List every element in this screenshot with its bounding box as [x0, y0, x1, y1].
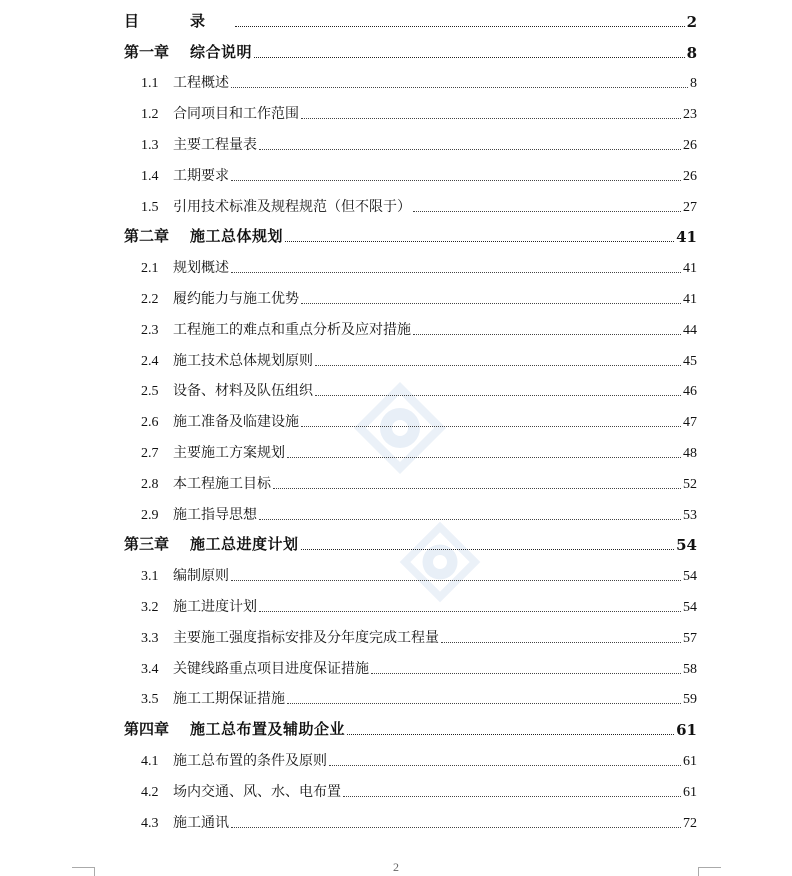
toc-entry-page: 44: [683, 322, 697, 338]
toc-entry-number: 2.4: [141, 353, 159, 369]
toc-entry-page: 61: [683, 753, 697, 769]
toc-entry-number: 目: [124, 11, 140, 30]
toc-entry-page: 52: [683, 476, 697, 492]
table-of-contents: [124, 4, 697, 836]
toc-chapter-entry[interactable]: [124, 4, 697, 35]
toc-entry-number: 2.6: [141, 415, 159, 431]
dot-leader: [259, 519, 681, 520]
toc-entry-page: 46: [683, 384, 697, 400]
toc-entry-title: 施工指导思想: [173, 506, 257, 523]
toc-entry-number: 1.5: [141, 199, 159, 215]
toc-entry-title: 场内交通、风、水、电布置: [173, 783, 341, 800]
toc-entry-title: 录: [190, 11, 234, 30]
toc-entry-number: 2.3: [141, 322, 159, 338]
toc-entry-page: 61: [676, 721, 697, 740]
dot-leader: [231, 180, 681, 181]
toc-entry-number: 第三章: [124, 535, 170, 554]
toc-entry-page: 2: [686, 12, 697, 31]
dot-leader: [301, 303, 681, 304]
toc-section-entry[interactable]: [124, 620, 697, 651]
toc-section-entry[interactable]: [124, 682, 697, 713]
toc-entry-number: 2.1: [141, 261, 159, 277]
toc-entry-title: 施工总布置及辅助企业: [190, 720, 346, 739]
dot-leader: [254, 57, 685, 58]
toc-entry-title: 施工总进度计划: [190, 535, 299, 554]
toc-entry-title: 施工准备及临建设施: [173, 414, 299, 431]
toc-section-entry[interactable]: [124, 558, 697, 589]
toc-section-entry[interactable]: [124, 805, 697, 836]
dot-leader: [301, 426, 681, 427]
toc-entry-number: 第二章: [124, 227, 170, 246]
toc-entry-page: 58: [683, 661, 697, 677]
toc-entry-number: 3.4: [141, 661, 159, 677]
dot-leader: [301, 549, 675, 550]
toc-entry-number: 2.8: [141, 476, 159, 492]
toc-section-entry[interactable]: [124, 250, 697, 281]
dot-leader: [259, 149, 681, 150]
toc-entry-number: 1.2: [141, 107, 159, 123]
toc-entry-page: 41: [683, 261, 697, 277]
dot-leader: [231, 580, 681, 581]
toc-entry-number: 4.3: [141, 815, 159, 831]
toc-entry-page: 72: [683, 815, 697, 831]
toc-entry-page: 54: [683, 569, 697, 585]
toc-entry-title: 工程概述: [173, 75, 229, 92]
dot-leader: [231, 827, 681, 828]
toc-entry-number: 3.5: [141, 692, 159, 708]
dot-leader: [231, 272, 681, 273]
toc-section-entry[interactable]: [124, 435, 697, 466]
toc-entry-number: 2.2: [141, 291, 159, 307]
toc-entry-title: 编制原则: [173, 568, 229, 585]
toc-entry-page: 54: [683, 599, 697, 615]
toc-entry-title: 主要施工强度指标安排及分年度完成工程量: [173, 629, 439, 646]
dot-leader: [347, 734, 674, 735]
toc-section-entry[interactable]: [124, 466, 697, 497]
toc-entry-page: 8: [686, 43, 697, 62]
toc-entry-page: 45: [683, 353, 697, 369]
toc-entry-page: 48: [683, 445, 697, 461]
toc-entry-number: 1.3: [141, 137, 159, 153]
toc-entry-page: 59: [683, 692, 697, 708]
toc-section-entry[interactable]: [124, 127, 697, 158]
dot-leader: [301, 118, 681, 119]
dot-leader: [343, 796, 681, 797]
toc-entry-title: 引用技术标准及规程规范（但不限于）: [173, 198, 411, 215]
toc-entry-title: 本工程施工目标: [173, 475, 271, 492]
dot-leader: [371, 673, 681, 674]
toc-entry-title: 综合说明: [190, 42, 253, 61]
toc-entry-title: 施工总体规划: [190, 227, 284, 246]
toc-section-entry[interactable]: [124, 96, 697, 127]
dot-leader: [231, 87, 688, 88]
toc-entry-page: 8: [690, 76, 697, 92]
toc-entry-number: 3.1: [141, 569, 159, 585]
toc-entry-title: 施工通讯: [173, 814, 229, 831]
toc-chapter-entry[interactable]: [124, 220, 697, 251]
toc-entry-page: 26: [683, 137, 697, 153]
dot-leader: [235, 26, 685, 27]
toc-entry-page: 57: [683, 630, 697, 646]
toc-section-entry[interactable]: [124, 651, 697, 682]
dot-leader: [285, 241, 674, 242]
toc-section-entry[interactable]: [124, 66, 697, 97]
toc-entry-title: 履约能力与施工优势: [173, 290, 299, 307]
toc-entry-title: 施工进度计划: [173, 598, 257, 615]
toc-entry-title: 规划概述: [173, 260, 229, 277]
toc-entry-number: 第一章: [124, 42, 170, 61]
toc-section-entry[interactable]: [124, 404, 697, 435]
toc-entry-number: 4.2: [141, 784, 159, 800]
toc-entry-title: 设备、材料及队伍组织: [173, 383, 313, 400]
dot-leader: [273, 488, 681, 489]
toc-chapter-entry[interactable]: [124, 35, 697, 66]
dot-leader: [315, 365, 681, 366]
toc-entry-number: 2.9: [141, 507, 159, 523]
toc-entry-number: 1.1: [141, 76, 159, 92]
dot-leader: [329, 765, 681, 766]
toc-entry-title: 工期要求: [173, 167, 229, 184]
dot-leader: [259, 611, 681, 612]
toc-section-entry[interactable]: [124, 743, 697, 774]
toc-section-entry[interactable]: [124, 343, 697, 374]
toc-section-entry[interactable]: [124, 281, 697, 312]
toc-chapter-entry[interactable]: [124, 528, 697, 559]
toc-entry-title: 工程施工的难点和重点分析及应对措施: [173, 321, 411, 338]
toc-entry-page: 54: [676, 536, 697, 555]
toc-entry-number: 2.7: [141, 445, 159, 461]
dot-leader: [413, 334, 681, 335]
page-number: 2: [393, 860, 399, 874]
toc-entry-page: 23: [683, 107, 697, 123]
toc-entry-page: 27: [683, 199, 697, 215]
toc-entry-number: 3.2: [141, 599, 159, 615]
dot-leader: [413, 211, 681, 212]
toc-entry-page: 26: [683, 168, 697, 184]
toc-entry-number: 3.3: [141, 630, 159, 646]
dot-leader: [315, 395, 681, 396]
dot-leader: [287, 703, 681, 704]
toc-section-entry[interactable]: [124, 158, 697, 189]
toc-entry-title: 施工技术总体规划原则: [173, 352, 313, 369]
toc-entry-page: 41: [683, 291, 697, 307]
toc-entry-title: 关键线路重点项目进度保证措施: [173, 660, 369, 677]
toc-entry-number: 2.5: [141, 384, 159, 400]
toc-entry-number: 1.4: [141, 168, 159, 184]
toc-chapter-entry[interactable]: [124, 712, 697, 743]
toc-entry-page: 41: [676, 228, 697, 247]
toc-entry-page: 47: [683, 415, 697, 431]
dot-leader: [441, 642, 681, 643]
dot-leader: [287, 457, 681, 458]
toc-entry-number: 第四章: [124, 720, 170, 739]
toc-entry-title: 施工总布置的条件及原则: [173, 752, 327, 769]
toc-entry-title: 合同项目和工作范围: [173, 106, 299, 123]
toc-section-entry[interactable]: [124, 589, 697, 620]
toc-section-entry[interactable]: [124, 374, 697, 405]
toc-entry-title: 主要工程量表: [173, 136, 257, 153]
toc-entry-page: 53: [683, 507, 697, 523]
toc-entry-number: 4.1: [141, 753, 159, 769]
toc-section-entry[interactable]: [124, 774, 697, 805]
toc-section-entry[interactable]: [124, 497, 697, 528]
toc-entry-title: 主要施工方案规划: [173, 444, 285, 461]
toc-section-entry[interactable]: [124, 189, 697, 220]
toc-entry-page: 61: [683, 784, 697, 800]
toc-section-entry[interactable]: [124, 312, 697, 343]
toc-entry-title: 施工工期保证措施: [173, 691, 285, 708]
